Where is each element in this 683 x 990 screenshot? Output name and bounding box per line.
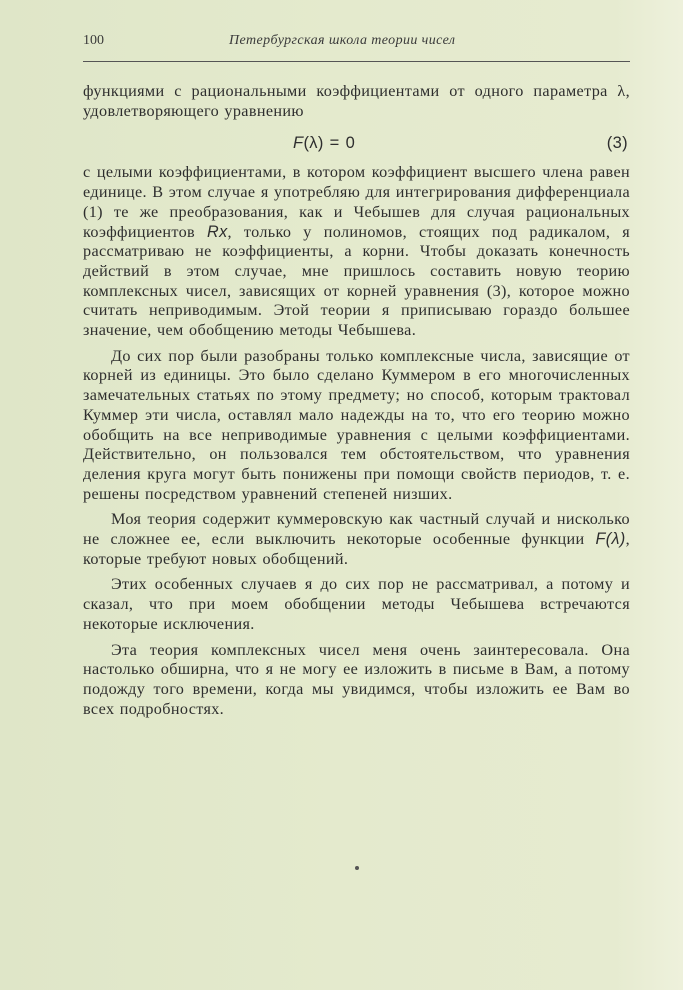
paragraph-6: Эта теория комплексных чисел меня очень заинтересовала. Она настолько обширна, что я не могу ее изложить в письме в Вам, а потому подожду того времени, когда мы увидимся, чтобы изложить ее Вам во всех подробностях. bbox=[83, 640, 630, 718]
book-page bbox=[83, 33, 630, 719]
math-f-lambda: F(λ) bbox=[595, 530, 626, 549]
equation-row bbox=[83, 123, 630, 163]
paragraph-2 bbox=[83, 163, 630, 340]
paragraph-5: Этих особенных случаев я до сих пор не рассматривал, а потому и сказал, что при моем обобщении методы Чебышева встречаются некоторые исключения. bbox=[83, 575, 630, 633]
paragraph-2-text-a: с целыми коэффициентами, в котором коэффициент высшего члена равен единице. В этом случае я употребляю для интегрирования дифференциала (1) те же преобразования, как и Чебышев для случая рациональных коэффициентов bbox=[83, 163, 630, 241]
header-rule bbox=[83, 61, 630, 62]
paragraph-4-text-a: Моя теория содержит куммеровскую как частный случай и нисколько не сложнее ее, если выключить некоторые особенные функции bbox=[83, 510, 630, 549]
running-head bbox=[83, 33, 630, 55]
paragraph-3: До сих пор были разобраны только комплексные числа, зависящие от корней из единицы. Это было сделано Куммером в его многочисленных замечательных статьях по этому предмету; но способ, которым трактовал Куммер эти числа, оставлял мало надежды на то, что его теорию можно обобщить на все неприводимые уравнения с целыми коэффициентами. Действительно, он пользовался тем обстоятельством, что уравнения деления круга могут быть понижены при помощи свойств периодов, т. е. решены посредством уравнений степеней низших. bbox=[83, 346, 630, 503]
running-title: Петербургская школа теории чисел bbox=[229, 33, 456, 48]
body-text bbox=[83, 82, 630, 719]
paragraph-4-text-b: , которые требуют новых обобщений. bbox=[83, 530, 630, 568]
equation-number: (3) bbox=[606, 134, 628, 153]
paragraph-1: функциями с рациональными коэффициентами от одного параметра λ, удовлетворяющего уравнению bbox=[83, 82, 630, 120]
paragraph-2-text-b: , только у полиномов, стоящих под радикалом, я рассматриваю не коэффициенты, а корни. Чтобы доказать конечность действий в этом случае, мне пришлось составить новую теорию комплексных чисел, зависящих от корней уравнения (3), которое можно считать неприводимым. Этой теории я приписываю гораздо большее значение, чем обобщению методы Чебышева. bbox=[83, 222, 630, 340]
equation-argument: (λ) bbox=[303, 134, 324, 153]
equation bbox=[293, 123, 355, 163]
equation-function: F bbox=[293, 134, 304, 153]
print-speck bbox=[355, 866, 359, 870]
math-rx: Rx bbox=[207, 222, 228, 241]
page-number: 100 bbox=[83, 33, 104, 48]
paragraph-4 bbox=[83, 510, 630, 569]
equation-rhs: = 0 bbox=[323, 134, 356, 153]
